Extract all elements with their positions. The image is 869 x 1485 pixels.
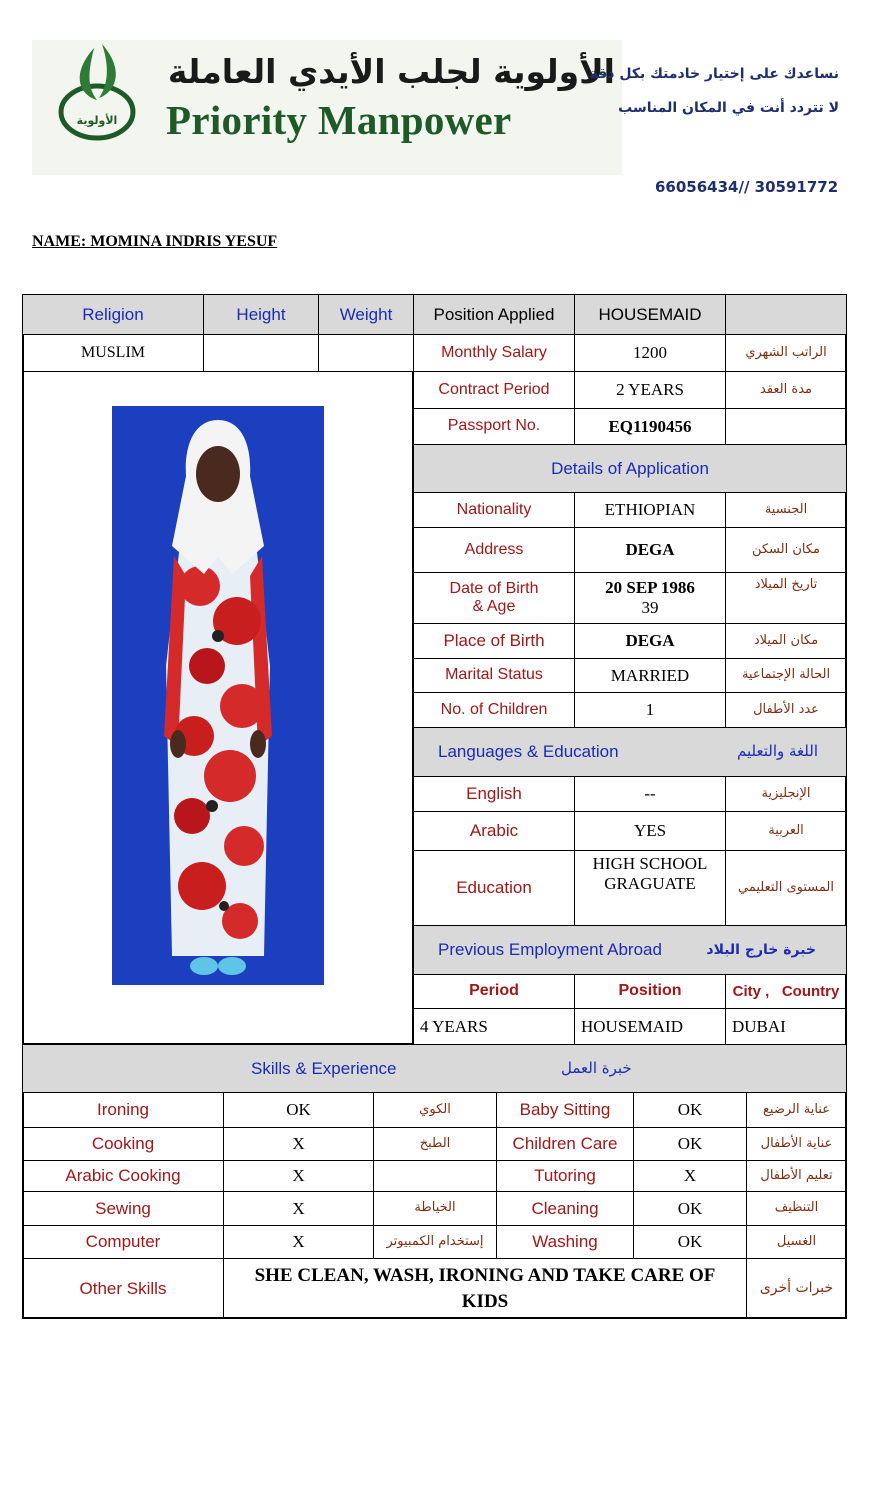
logo-emblem-icon: [50, 40, 145, 145]
education-value-line1: HIGH SCHOOL: [592, 854, 708, 873]
skill-left-arabic: الكوي: [373, 1092, 497, 1128]
english-label: English: [413, 776, 575, 812]
weight-header: Weight: [318, 294, 414, 335]
employment-period: 4 YEARS: [413, 1008, 575, 1045]
employment-city: DUBAI: [725, 1008, 847, 1045]
address-value: DEGA: [574, 527, 726, 573]
other-skills-arabic: خبرات أخرى: [746, 1258, 847, 1319]
skills-section-arabic: خبرة العمل: [561, 1058, 632, 1077]
skill-left-label: Computer: [22, 1225, 224, 1259]
tagline-1: نساعدك على إختيار خادمتك بكل دقة: [589, 66, 839, 82]
monthly-salary-label: Monthly Salary: [413, 334, 575, 372]
skill-right-label: Washing: [496, 1225, 634, 1259]
monthly-salary-value: 1200: [574, 334, 726, 372]
employment-section-arabic: خبرة خارج البلاد: [706, 941, 816, 958]
passport-value: EQ1190456: [574, 408, 726, 445]
city-country-header: City , Country: [725, 974, 847, 1009]
skill-right-value: OK: [633, 1127, 747, 1161]
english-arabic: الإنجليزية: [725, 776, 847, 812]
dob-arabic: تاريخ الميلاد: [725, 572, 847, 624]
position-applied-label: Position Applied: [413, 294, 575, 335]
skill-left-label: Ironing: [22, 1092, 224, 1128]
children-value: 1: [574, 692, 726, 728]
height-header: Height: [203, 294, 319, 335]
skill-left-arabic: الخياطة: [373, 1191, 497, 1226]
skill-left-value: X: [223, 1191, 374, 1226]
marital-status-label: Marital Status: [413, 658, 575, 693]
height-value: [203, 334, 319, 372]
arabic-label: Arabic: [413, 811, 575, 851]
skill-right-label: Cleaning: [496, 1191, 634, 1226]
other-skills-label: Other Skills: [22, 1258, 224, 1319]
education-arabic: المستوى التعليمي: [725, 850, 847, 926]
candidate-name: NAME: MOMINA INDRIS YESUF: [32, 233, 278, 250]
skill-right-value: OK: [633, 1191, 747, 1226]
employment-section: [413, 925, 847, 975]
skill-right-arabic: تعليم الأطفال: [746, 1160, 847, 1192]
skill-left-arabic: الطبخ: [373, 1127, 497, 1161]
skill-right-label: Children Care: [496, 1127, 634, 1161]
religion-value: MUSLIM: [22, 334, 204, 372]
dob-label-line1: Date of Birth: [449, 579, 539, 597]
address-label: Address: [413, 527, 575, 573]
place-of-birth-arabic: مكان الميلاد: [725, 623, 847, 659]
contract-period-arabic: مدة العقد: [725, 371, 847, 409]
religion-header: Religion: [22, 294, 204, 335]
place-of-birth-label: Place of Birth: [413, 623, 575, 659]
company-logo: [32, 40, 622, 175]
svg-text:الأولوية: الأولوية: [76, 114, 118, 127]
dob-label-line2: & Age: [472, 598, 516, 615]
skill-right-arabic: الغسيل: [746, 1225, 847, 1259]
contract-period-label: Contract Period: [413, 371, 575, 409]
skill-right-label: Tutoring: [496, 1160, 634, 1192]
contract-period-value: 2 YEARS: [574, 371, 726, 409]
skill-left-label: Arabic Cooking: [22, 1160, 224, 1192]
languages-section-arabic: اللغة والتعليم: [737, 742, 818, 761]
phone-numbers: 66056434// 30591772: [655, 178, 839, 196]
skill-right-arabic: عناية الرضيع: [746, 1092, 847, 1128]
place-of-birth-value: DEGA: [574, 623, 726, 659]
skills-section: [22, 1044, 847, 1093]
english-value: --: [574, 776, 726, 812]
skill-right-arabic: التنظيف: [746, 1191, 847, 1226]
dob-date: 20 SEP 1986: [605, 578, 695, 598]
marital-status-value: MARRIED: [574, 658, 726, 693]
skill-left-label: Sewing: [22, 1191, 224, 1226]
children-arabic: عدد الأطفال: [725, 692, 847, 728]
tagline-2: لا تتردد أنت في المكان المناسب: [618, 100, 839, 116]
passport-empty-cell: [725, 408, 847, 445]
education-value-line2: GRAGUATE: [604, 873, 696, 893]
position-applied-value: HOUSEMAID: [574, 294, 726, 335]
position-header: Position: [574, 974, 726, 1009]
weight-value: [318, 334, 414, 372]
languages-section-title: Languages & Education: [438, 742, 619, 762]
employment-section-title: Previous Employment Abroad: [438, 940, 662, 960]
nationality-arabic: الجنسية: [725, 492, 847, 528]
arabic-value: YES: [574, 811, 726, 851]
empty-header-cell: [725, 294, 847, 335]
candidate-photo: [112, 406, 324, 985]
logo-arabic-text: الأولوية لجلب الأيدي العاملة: [167, 52, 615, 91]
skill-left-value: X: [223, 1225, 374, 1259]
details-section-title: Details of Application: [413, 444, 847, 493]
skill-right-value: X: [633, 1160, 747, 1192]
children-label: No. of Children: [413, 692, 575, 728]
arabic-arabic: العربية: [725, 811, 847, 851]
skill-left-arabic: [373, 1160, 497, 1192]
dob-value: [574, 572, 726, 624]
skills-section-title: Skills & Experience: [251, 1058, 397, 1078]
skill-left-label: Cooking: [22, 1127, 224, 1161]
skill-right-arabic: عناية الأطفال: [746, 1127, 847, 1161]
address-arabic: مكان السكن: [725, 527, 847, 573]
dob-label: [413, 572, 575, 624]
skill-left-value: X: [223, 1160, 374, 1192]
age-value: 39: [641, 598, 659, 617]
nationality-value: ETHIOPIAN: [574, 492, 726, 528]
nationality-label: Nationality: [413, 492, 575, 528]
skill-right-label: Baby Sitting: [496, 1092, 634, 1128]
logo-english-text: Priority Manpower: [166, 97, 512, 143]
monthly-salary-arabic: الراتب الشهري: [725, 334, 847, 372]
education-value: [574, 850, 726, 926]
other-skills-value: SHE CLEAN, WASH, IRONING AND TAKE CARE OF KIDS: [223, 1258, 747, 1319]
languages-section: [413, 727, 847, 777]
passport-label: Passport No.: [413, 408, 575, 445]
skill-right-value: OK: [633, 1092, 747, 1128]
marital-status-arabic: الحالة الإجتماعية: [725, 658, 847, 693]
employment-position: HOUSEMAID: [574, 1008, 726, 1045]
skill-left-value: X: [223, 1127, 374, 1161]
skill-right-value: OK: [633, 1225, 747, 1259]
education-label: Education: [413, 850, 575, 926]
period-header: Period: [413, 974, 575, 1009]
skill-left-value: OK: [223, 1092, 374, 1128]
skill-left-arabic: إستخدام الكمبيوتر: [373, 1225, 497, 1259]
